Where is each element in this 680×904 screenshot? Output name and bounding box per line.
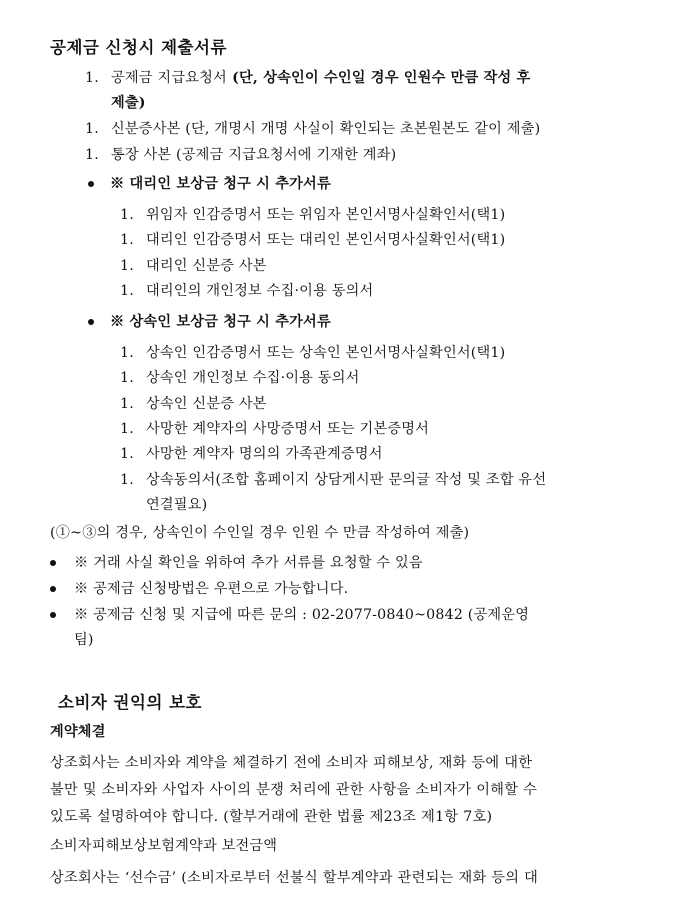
list-item: 1. 상속인 인감증명서 또는 상속인 본인서명사실확인서(택1) <box>120 345 506 361</box>
list-item: 1. 통장 사본 (공제금 지급요청서에 기재한 계좌) <box>85 147 397 163</box>
item-continuation: 제출) <box>111 95 146 111</box>
list-item: 1. 위임자 인감증명서 또는 위임자 본인서명사실확인서(택1) <box>120 207 506 223</box>
bullet-icon <box>50 586 56 592</box>
paragraph-line: 상조회사는 소비자와 계약을 체결하기 전에 소비자 피해보상, 재화 등에 대한 <box>50 755 533 771</box>
bullet-icon <box>88 181 94 187</box>
list-item: 1. 대리인 신분증 사본 <box>120 258 267 274</box>
item-continuation: 연결필요) <box>146 497 208 513</box>
bullet-icon <box>50 560 56 566</box>
list-item: 1. 공제금 지급요청서 (단, 상속인이 수인일 경우 인원수 만큼 작성 후 <box>85 70 531 86</box>
bullet-continuation: 팀) <box>74 632 94 648</box>
bullet-icon <box>88 319 94 325</box>
subsection-header-agent: ※ 대리인 보상금 청구 시 추가서류 <box>110 176 331 192</box>
list-item: 1. 신분증사본 (단, 개명시 개명 사실이 확인되는 초본원본도 같이 제출) <box>85 121 541 137</box>
item-bold-text: (단, 상속인이 수인일 경우 인원수 만큼 작성 후 <box>226 70 531 86</box>
bullet-icon <box>50 612 56 618</box>
subsection-header-heir: ※ 상속인 보상금 청구 시 추가서류 <box>110 314 331 330</box>
paragraph-line: 상조회사는 ‘선수금’ (소비자로부터 선불식 할부계약과 관련되는 재화 등의 대 <box>50 870 539 886</box>
list-item: 1. 대리인의 개인정보 수집·이용 동의서 <box>120 283 374 299</box>
bullet-item: ※ 공제금 신청 및 지급에 따른 문의 : 02-2077-0840~0842 (공제운영 <box>74 607 530 623</box>
section-title-consumer-rights: 소비자 권익의 보호 <box>58 693 203 712</box>
bullet-item: ※ 거래 사실 확인을 위하여 추가 서류를 요청할 수 있음 <box>74 555 423 571</box>
list-item: 1. 사망한 계약자 명의의 가족관계증명서 <box>120 446 383 462</box>
list-item: 1. 상속인 신분증 사본 <box>120 396 267 412</box>
paragraph-line: 불만 및 소비자와 사업자 사이의 분쟁 처리에 관한 사항을 소비자가 이해할 수 <box>50 782 538 798</box>
item-text: 통장 사본 (공제금 지급요청서에 기재한 계좌) <box>111 147 397 163</box>
item-text: 공제금 지급요청서 <box>111 70 227 86</box>
list-item: 1. 상속동의서(조합 홈페이지 상담게시판 문의글 작성 및 조합 유선 <box>120 472 547 488</box>
paragraph-line: 있도록 설명하여야 합니다. (할부거래에 관한 법률 제23조 제1항 7호) <box>50 809 493 825</box>
subsection-title-contract: 계약체결 <box>50 724 106 740</box>
list-item: 1. 대리인 인감증명서 또는 대리인 본인서명사실확인서(택1) <box>120 232 506 248</box>
insurance-heading: 소비자피해보상보험계약과 보전금액 <box>50 838 278 854</box>
list-item: 1. 상속인 개인정보 수집·이용 동의서 <box>120 370 360 386</box>
note-text: (①~③의 경우, 상속인이 수인일 경우 인원 수 만큼 작성하여 제출) <box>50 525 470 541</box>
list-item: 1. 사망한 계약자의 사망증명서 또는 기본증명서 <box>120 421 430 437</box>
section-title-documents: 공제금 신청시 제출서류 <box>50 38 227 57</box>
bullet-item: ※ 공제금 신청방법은 우편으로 가능합니다. <box>74 581 349 597</box>
item-text: 신분증사본 (단, 개명시 개명 사실이 확인되는 초본원본도 같이 제출) <box>111 121 541 137</box>
